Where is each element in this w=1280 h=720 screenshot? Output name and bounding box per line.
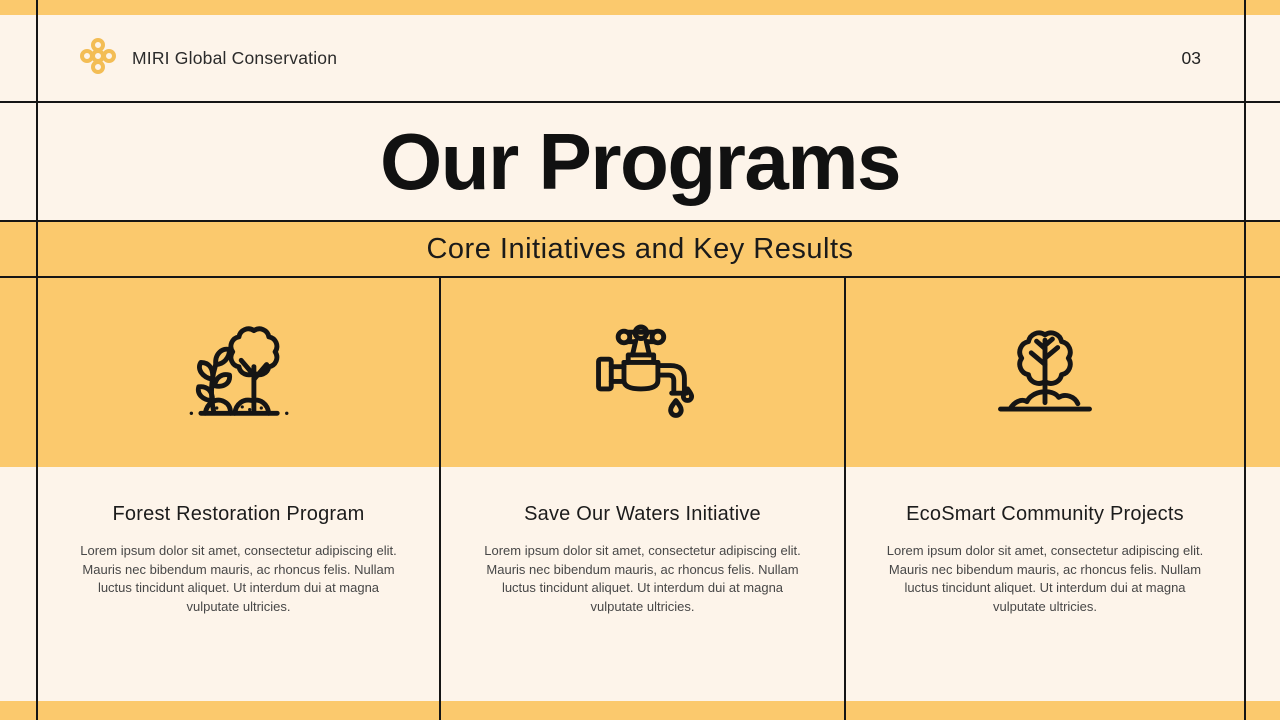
flower-circles-icon [80, 38, 116, 79]
subtitle-rule [0, 276, 1280, 278]
column-divider [439, 277, 441, 720]
program-title: Forest Restoration Program [112, 503, 365, 525]
top-accent-bar [0, 0, 1280, 15]
brand [80, 38, 337, 79]
brand-name: MIRI Global Conservation [132, 47, 338, 68]
column-divider [844, 277, 846, 720]
program-column [846, 467, 1244, 701]
header [38, 15, 1244, 101]
left-rule [36, 0, 38, 720]
program-title: EcoSmart Community Projects [906, 503, 1184, 525]
tree-on-mound-icon [983, 317, 1107, 429]
program-column [441, 467, 844, 701]
page-title: Our Programs [380, 116, 900, 206]
program-description: Lorem ipsum dolor sit amet, consectetur adipiscing elit. Mauris nec bibendum mauris, ac rhoncus felis. Nullam luctus tincidunt aliquet. Ut interdum dui at magna vulputate ultricies. [886, 543, 1204, 615]
subtitle-band [0, 222, 1280, 276]
page-subtitle: Core Initiatives and Key Results [426, 232, 854, 265]
water-faucet-icon [580, 317, 704, 429]
title-area [0, 103, 1280, 220]
page-number: 03 [1181, 47, 1201, 68]
program-description: Lorem ipsum dolor sit amet, consectetur adipiscing elit. Mauris nec bibendum mauris, ac rhoncus felis. Nullam luctus tincidunt aliquet. Ut interdum dui at magna vulputate ultricies. [484, 543, 801, 615]
program-title: Save Our Waters Initiative [524, 503, 761, 525]
program-column [38, 467, 439, 701]
bottom-accent-bar [0, 701, 1280, 720]
seedling-and-tree-icon [176, 317, 300, 429]
program-description: Lorem ipsum dolor sit amet, consectetur adipiscing elit. Mauris nec bibendum mauris, ac rhoncus felis. Nullam luctus tincidunt aliquet. Ut interdum dui at magna vulputate ultricies. [80, 543, 397, 615]
right-rule [1244, 0, 1246, 720]
